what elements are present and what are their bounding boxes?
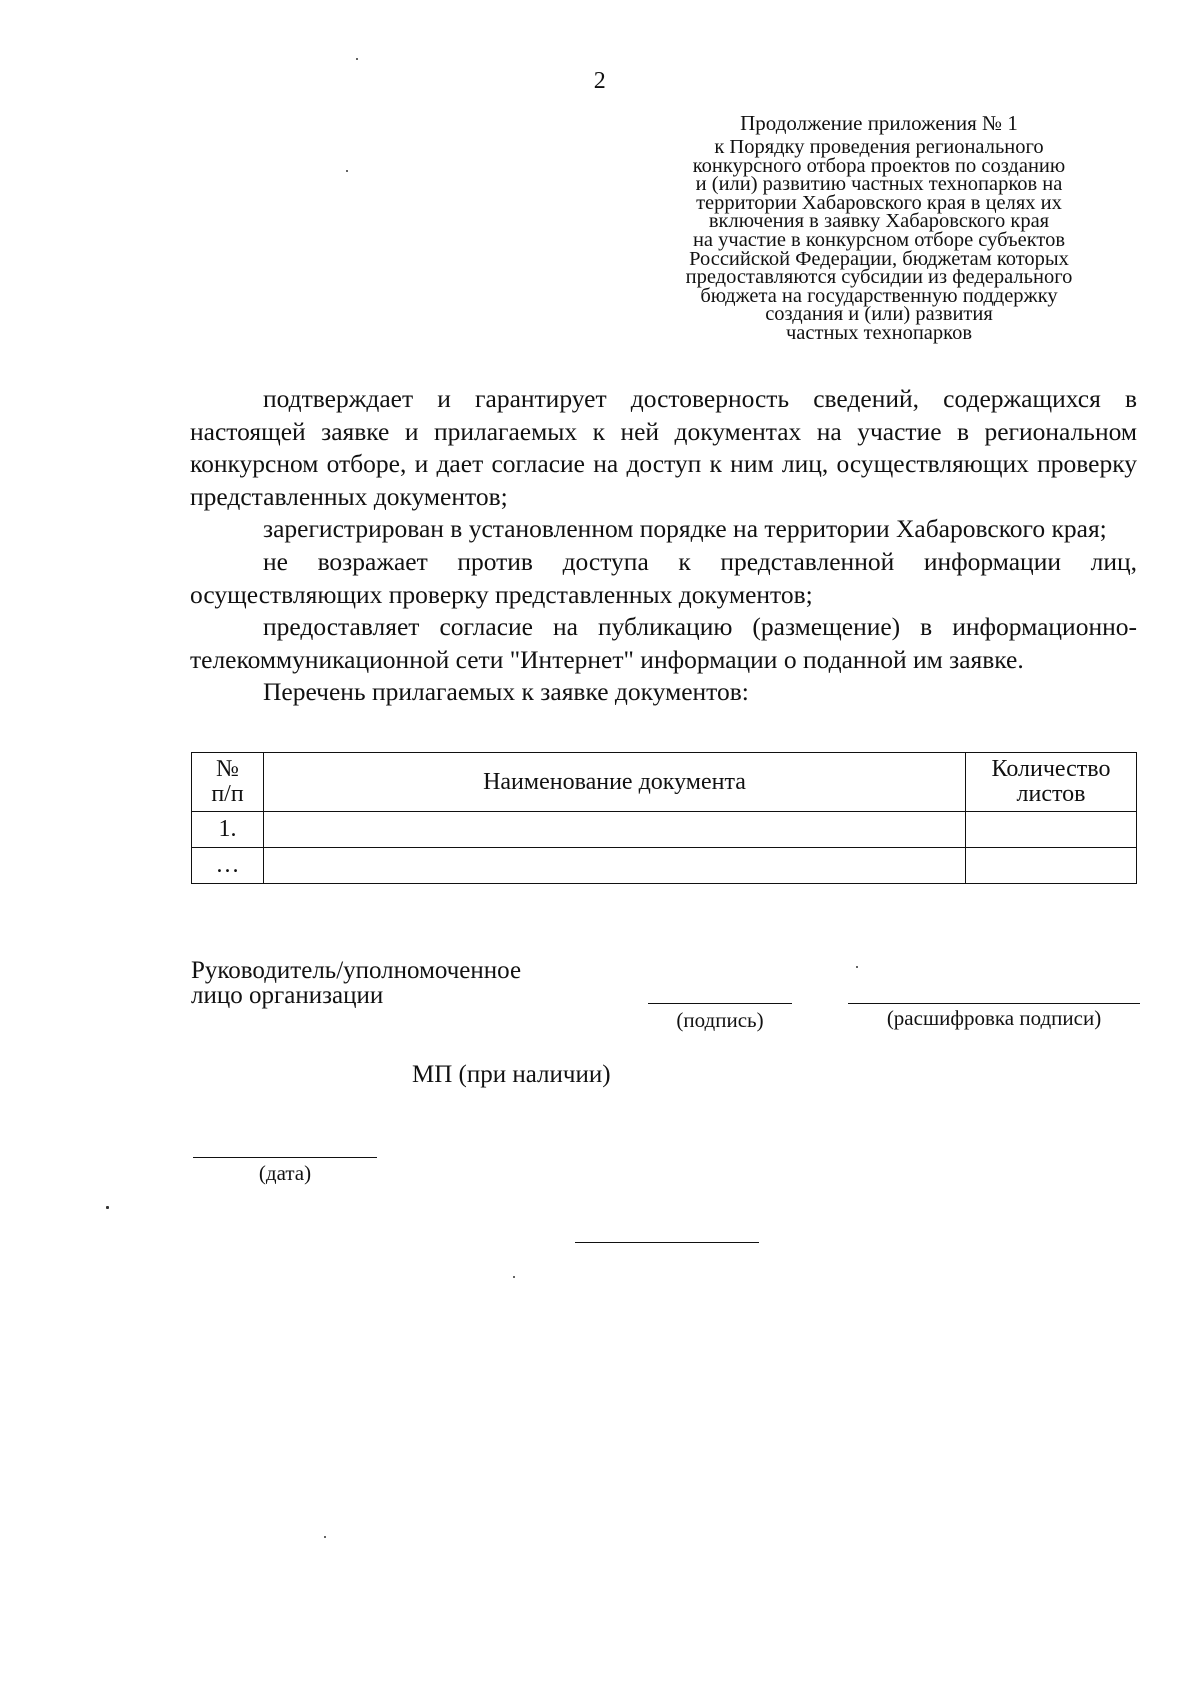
header-number-label: п/п: [211, 781, 244, 807]
table-row: [192, 812, 1137, 848]
signature-decoding-line: [848, 1003, 1140, 1004]
paragraph-publication: предоставляет согласие на публикацию (размещение) в информационно-телекоммуникационной сети "Интернет" информации о поданной им заявке.: [190, 612, 1137, 674]
header-document-name: Наименование документа: [264, 753, 966, 812]
scan-speck: [324, 1536, 326, 1538]
row-sheet-count: [966, 812, 1137, 848]
appendix-line: создания и (или) развития: [765, 303, 993, 326]
appendix-title: Продолжение приложения № 1: [740, 111, 1018, 135]
signature-line: [648, 1003, 792, 1004]
paragraph-registration: зарегистрирован в установленном порядке на территории Хабаровского края;: [263, 514, 1107, 544]
table-header-row: [192, 753, 1137, 812]
signatory-role-line1: Руководитель/уполномоченное: [191, 957, 522, 984]
row-number: 1.: [192, 812, 264, 848]
scan-speck: [106, 1206, 109, 1209]
row-number: …: [192, 848, 264, 884]
signatory-role: [191, 958, 521, 1008]
body-text: [190, 383, 1137, 709]
appendix-line: и (или) развитию частных технопарков на: [695, 173, 1063, 196]
signature-decoding-caption: (расшифровка подписи): [886, 1006, 1102, 1030]
paragraph-documents-list: Перечень прилагаемых к заявке документов:: [263, 677, 749, 707]
end-separator-line: [575, 1242, 759, 1243]
table-row: [192, 848, 1137, 884]
appendix-line: конкурсного отбора проектов по созданию: [692, 154, 1066, 177]
appendix-line: Российской Федерации, бюджетам которых: [689, 247, 1069, 270]
scan-speck: [346, 170, 348, 172]
documents-table: [191, 752, 1137, 884]
appendix-line: к Порядку проведения регионального: [714, 136, 1044, 158]
row-sheet-count: [966, 848, 1137, 884]
header-quantity-label: Количество: [991, 756, 1111, 782]
header-number-sign: №: [216, 756, 239, 782]
appendix-line: предоставляются субсидии из федерального: [685, 266, 1073, 289]
signature-caption: (подпись): [676, 1008, 764, 1032]
appendix-line: на участие в конкурсном отборе субъектов: [692, 228, 1066, 251]
date-line: [193, 1157, 377, 1158]
appendix-line: частных технопарков: [785, 321, 972, 344]
appendix-line: территории Хабаровского края в целях их: [696, 191, 1062, 214]
scan-speck: [356, 58, 358, 60]
header-number: [192, 753, 264, 812]
paragraph-access: не возражает против доступа к представленной информации лиц, осуществляющих проверку представленных документов;: [190, 546, 1137, 609]
row-document-name: [264, 812, 966, 848]
paragraph-guarantee: подтверждает и гарантирует достоверность сведений, содержащихся в настоящей заявке и прилагаемых к ней документах на участие в региональном конкурсном отборе, и дает согласие на доступ к ним лиц, осуществляющих проверку представленных документов;: [190, 384, 1137, 511]
scan-speck: [856, 966, 858, 968]
header-sheet-count: [966, 753, 1137, 812]
page-number: 2: [593, 68, 607, 94]
signatory-role-line2: лицо организации: [191, 982, 384, 1009]
stamp-label: МП (при наличии): [412, 1061, 611, 1088]
appendix-line: бюджета на государственную поддержку: [700, 284, 1058, 307]
scan-speck: [513, 1276, 515, 1278]
date-caption: (дата): [258, 1161, 312, 1185]
header-sheets-label: листов: [1016, 781, 1086, 807]
appendix-line: включения в заявку Хабаровского края: [708, 210, 1050, 233]
appendix-header: [635, 113, 1123, 343]
row-document-name: [264, 848, 966, 884]
